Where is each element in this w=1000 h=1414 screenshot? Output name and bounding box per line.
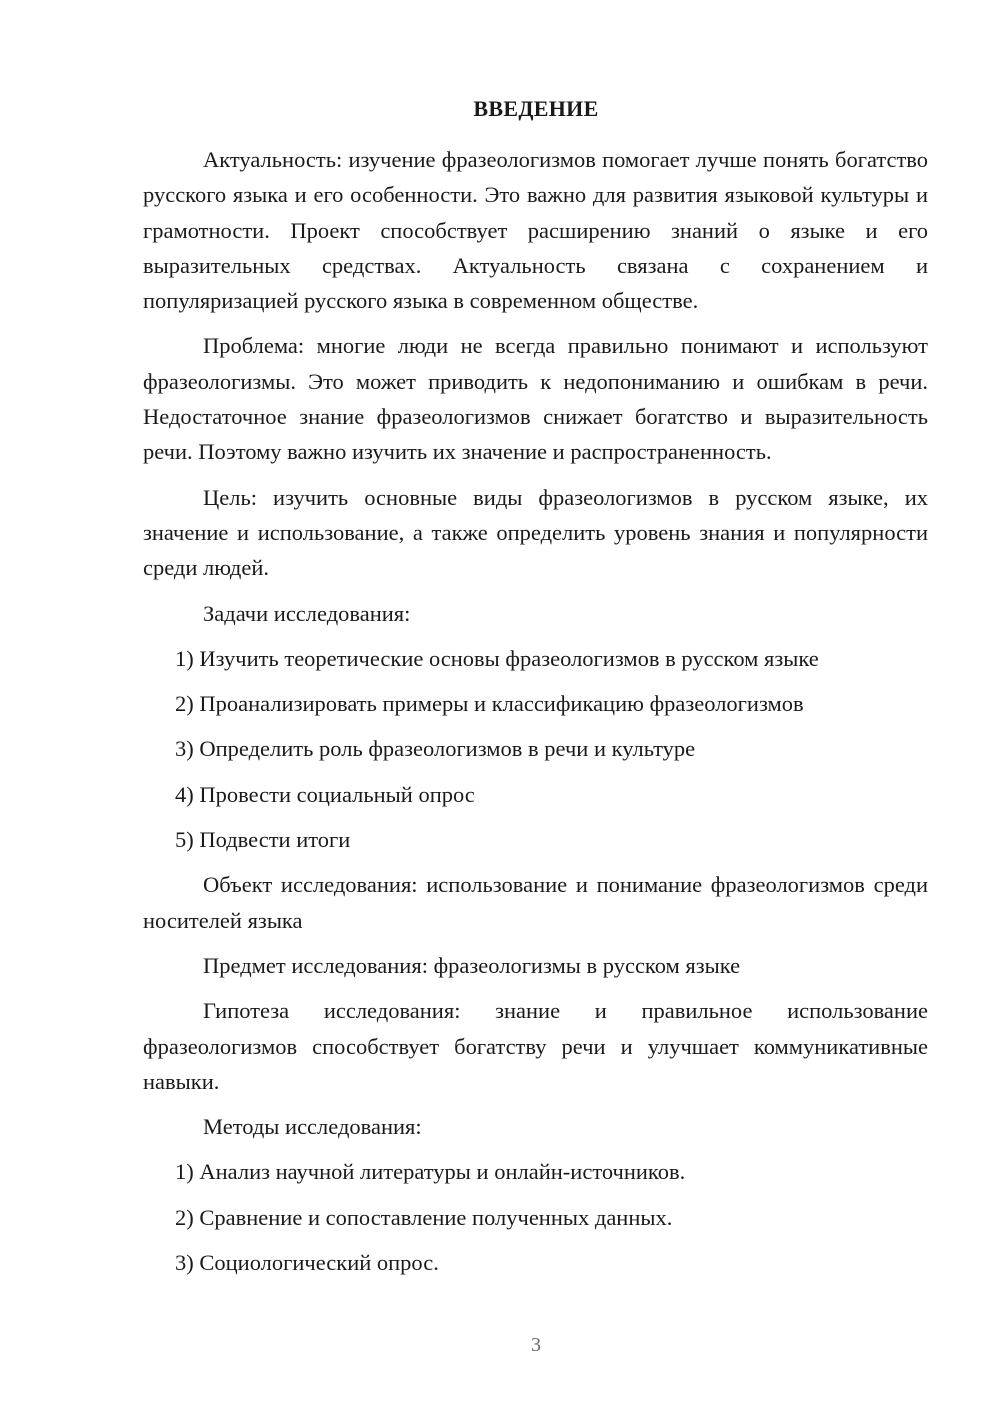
page-title: ВВЕДЕНИЕ (473, 96, 599, 121)
problem-paragraph: Проблема: многие люди не всегда правильно понимают и используют фразеологизмы. Это может приводить к недопониманию и ошибкам в речи. Недостаточное знание фразеологизмов снижает богатство и выразительность речи. Поэтому важно изучить их значение и распространенность. (143, 333, 928, 465)
tasks-heading: Задачи исследования: (203, 600, 411, 626)
methods-heading: Методы исследования: (203, 1114, 422, 1140)
goal-paragraph: Цель: изучить основные виды фразеологизмов в русском языке, их значение и использование, а также определить уровень знания и популярности среди людей. (143, 484, 928, 581)
object-paragraph: Объект исследования: использование и понимание фразеологизмов среди носителей языка (143, 872, 928, 933)
actuality-paragraph: Актуальность: изучение фразеологизмов помогает лучше понять богатство русского языка и его особенности. Это важно для развития языковой культуры и грамотности. Проект способствует расширению знаний о языке и его выразительных средствах. Актуальность связана с сохранением и популяризацией русского языка в современном обществе. (143, 147, 928, 314)
page-number: 3 (531, 1334, 541, 1356)
list-item: 4) Провести социальный опрос (175, 781, 475, 807)
list-item: 3) Социологический опрос. (175, 1250, 439, 1276)
list-item: 3) Определить роль фразеологизмов в речи и культуре (175, 736, 696, 762)
hypothesis-paragraph: Гипотеза исследования: знание и правильное использование фразеологизмов способствует богатству речи и улучшает коммуникативные навыки. (143, 998, 928, 1094)
subject-paragraph: Предмет исследования: фразеологизмы в русском языке (203, 952, 741, 978)
document-body (143, 142, 928, 1290)
list-item: 1) Изучить теоретические основы фразеологизмов в русском языке (175, 645, 819, 671)
list-item: 2) Сравнение и сопоставление полученных данных. (175, 1204, 673, 1230)
list-item: 1) Анализ научной литературы и онлайн-источников. (175, 1159, 686, 1185)
list-item: 2) Проанализировать примеры и классификацию фразеологизмов (175, 691, 804, 717)
list-item: 5) Подвести итоги (175, 827, 351, 853)
